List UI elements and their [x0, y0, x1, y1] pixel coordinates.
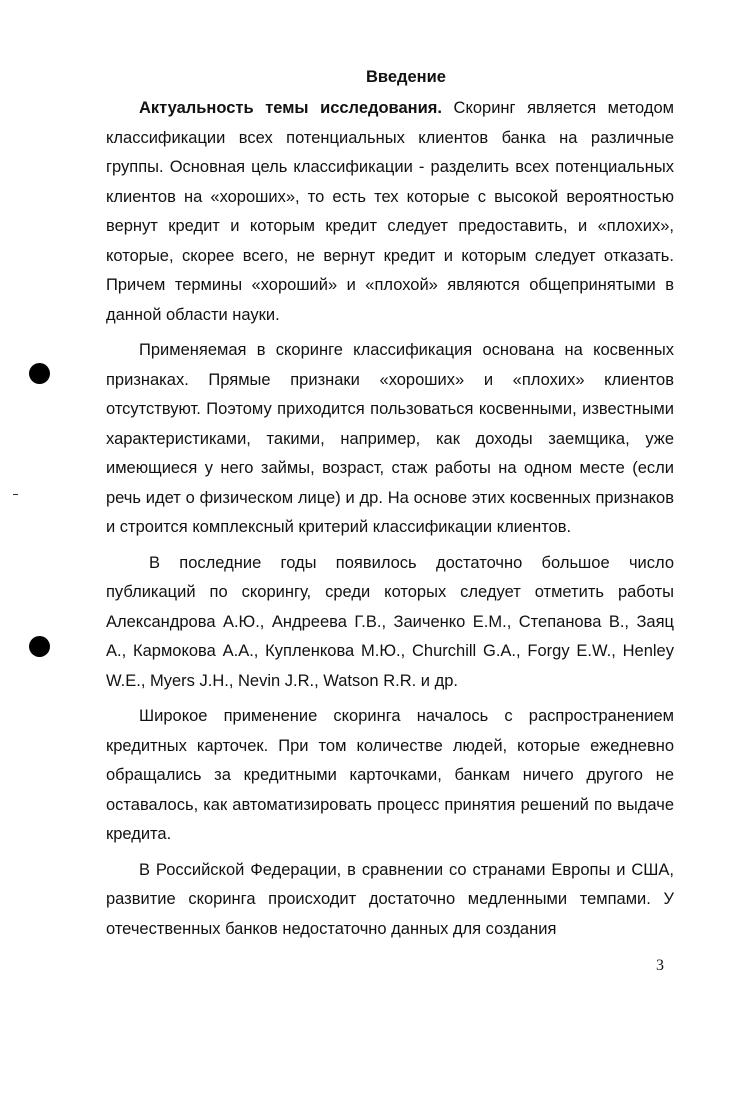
paragraph-russia: В Российской Федерации, в сравнении со странами Европы и США, развитие скоринга происходит достаточно медленными темпами. У отечественных банков недостаточно данных для создания	[106, 860, 674, 938]
paragraph-text: Скоринг является методом классификации всех потенциальных клиентов банка на различные группы. Основная цель классификации - разделить всех потенциальных клиентов на «хороших», то есть тех которые с высокой вероятностью вернут кредит и которым кредит следует предоставить, и «плохих», которые, скорее всего, не вернут кредит и которым следует отказать. Причем термины «хороший» и «плохой» являются общепринятыми в данной области науки.	[106, 99, 674, 324]
paragraph-publications: В последние годы появилось достаточно большое число публикаций по скорингу, среди которых следует отметить работы Александрова А.Ю., Андреева Г.В., Заиченко Е.М., Степанова В., Заяц А., Кармокова А.А., Купленкова М.Ю., Churchill G.A., Forgy E.W., Henley W.E., Myers J.H., Nevin J.R., Watson R.R. и др.	[106, 553, 674, 690]
paragraph-relevance	[106, 94, 674, 330]
page-number: 3	[656, 957, 664, 974]
paragraph-classification: Применяемая в скоринге классификация основана на косвенных признаках. Прямые признаки «хороших» и «плохих» клиентов отсутствуют. Поэтому приходится пользоваться косвенными, известными характеристиками, такими, например, как доходы заемщика, уже имеющиеся у него займы, возраст, стаж работы на одном месте (если речь идет о физическом лице) и др. На основе этих косвенных признаков и строится комплексный критерий классификации клиентов.	[106, 341, 674, 536]
margin-tick-mark	[13, 494, 18, 495]
body-text	[106, 94, 674, 950]
paragraph-lead-heading: Актуальность темы исследования.	[139, 99, 442, 117]
paragraph-credit-cards: Широкое применение скоринга началось с распространением кредитных карточек. При том количестве людей, которые ежедневно обращались за кредитными карточками, банкам ничего другого не оставалось, как автоматизировать процесс принятия решений по выдаче кредита.	[106, 707, 674, 843]
binder-hole-mark	[29, 636, 50, 657]
binder-hole-mark	[29, 363, 50, 384]
section-title: Введение	[366, 68, 446, 86]
